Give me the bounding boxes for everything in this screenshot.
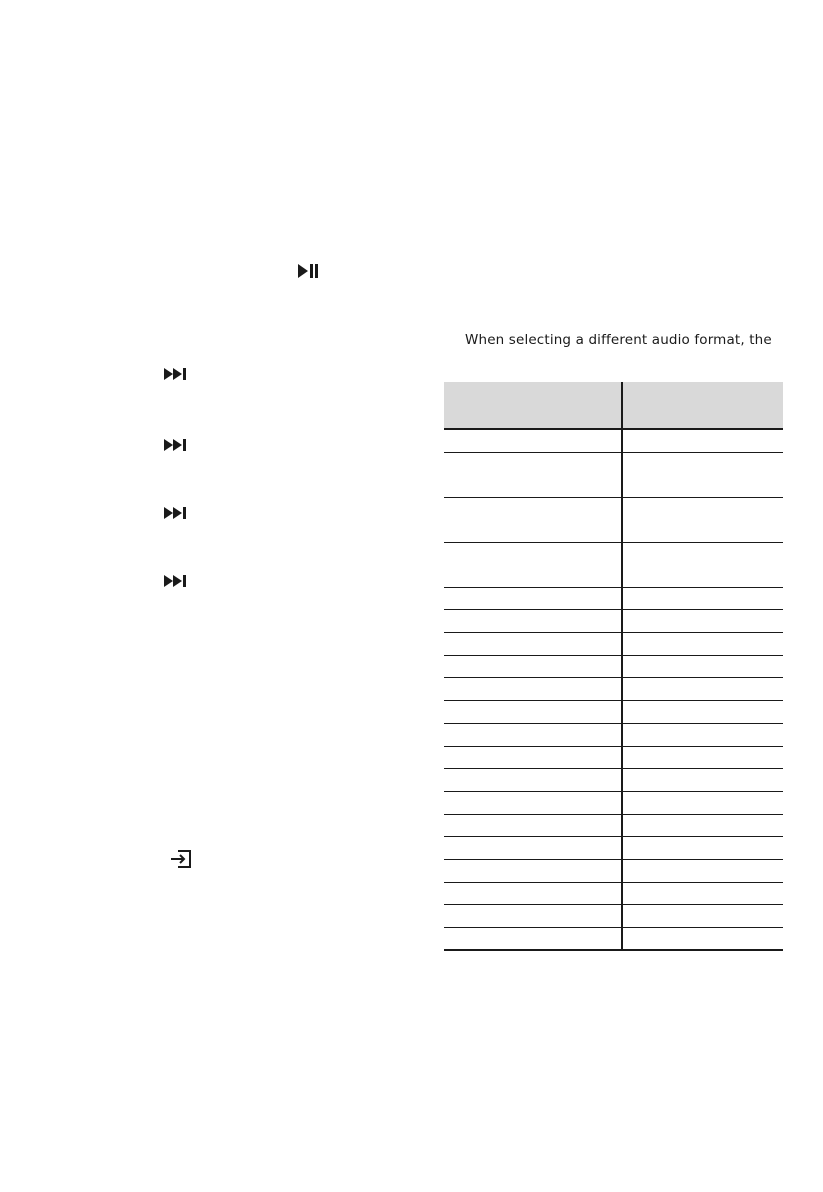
table-cell [623,588,783,610]
table-cell [444,701,621,723]
table-cell [444,747,621,769]
table-cell [444,678,621,700]
table-row [444,678,783,701]
table-row [444,610,783,633]
table-cell [623,656,783,678]
table-cell [444,883,621,905]
table-cell [623,860,783,882]
table-cell [623,928,783,949]
table-row [444,747,783,770]
table-cell [444,430,621,452]
table-cell [444,860,621,882]
table-row [444,837,783,860]
footer-text [0,1186,170,1192]
table-cell [623,678,783,700]
table-cell [444,905,621,927]
table-cell [444,588,621,610]
table-row [444,701,783,724]
table-cell [444,453,621,497]
table-header-cell [444,382,621,428]
table-header-cell [623,382,783,428]
table-row [444,498,783,543]
table-row [444,724,783,747]
table-row [444,928,783,951]
table-cell [623,543,783,587]
table-cell [623,724,783,746]
table-cell [623,792,783,814]
skip-next-icon [164,368,186,380]
table-cell [623,430,783,452]
skip-next-icon [164,575,186,587]
table-cell [444,656,621,678]
intro-text: When selecting a different audio format, the [465,332,772,348]
table-cell [623,837,783,859]
table-row [444,883,783,906]
table-row [444,453,783,498]
table-cell [444,815,621,837]
input-source-icon [170,850,192,868]
table-row [444,543,783,588]
table-row [444,656,783,679]
table-cell [623,701,783,723]
skip-next-icon [164,507,186,519]
audio-format-table [444,382,783,951]
table-header [444,382,783,430]
table-cell [444,610,621,632]
table-row [444,769,783,792]
table-cell [623,769,783,791]
table-row [444,860,783,883]
play-pause-icon [298,264,318,278]
table-cell [623,453,783,497]
skip-next-icon [164,439,186,451]
table-row [444,588,783,611]
table-cell [623,905,783,927]
table-cell [623,633,783,655]
table-row [444,430,783,453]
table-cell [444,837,621,859]
table-cell [623,883,783,905]
table-cell [444,633,621,655]
table-row [444,905,783,928]
table-cell [444,498,621,542]
table-cell [444,543,621,587]
table-cell [623,815,783,837]
table-cell [444,792,621,814]
table-cell [444,769,621,791]
table-cell [444,724,621,746]
table-cell [623,747,783,769]
table-body [444,430,783,951]
table-cell [623,498,783,542]
table-row [444,815,783,838]
table-row [444,633,783,656]
table-cell [623,610,783,632]
table-cell [444,928,621,949]
table-row [444,792,783,815]
